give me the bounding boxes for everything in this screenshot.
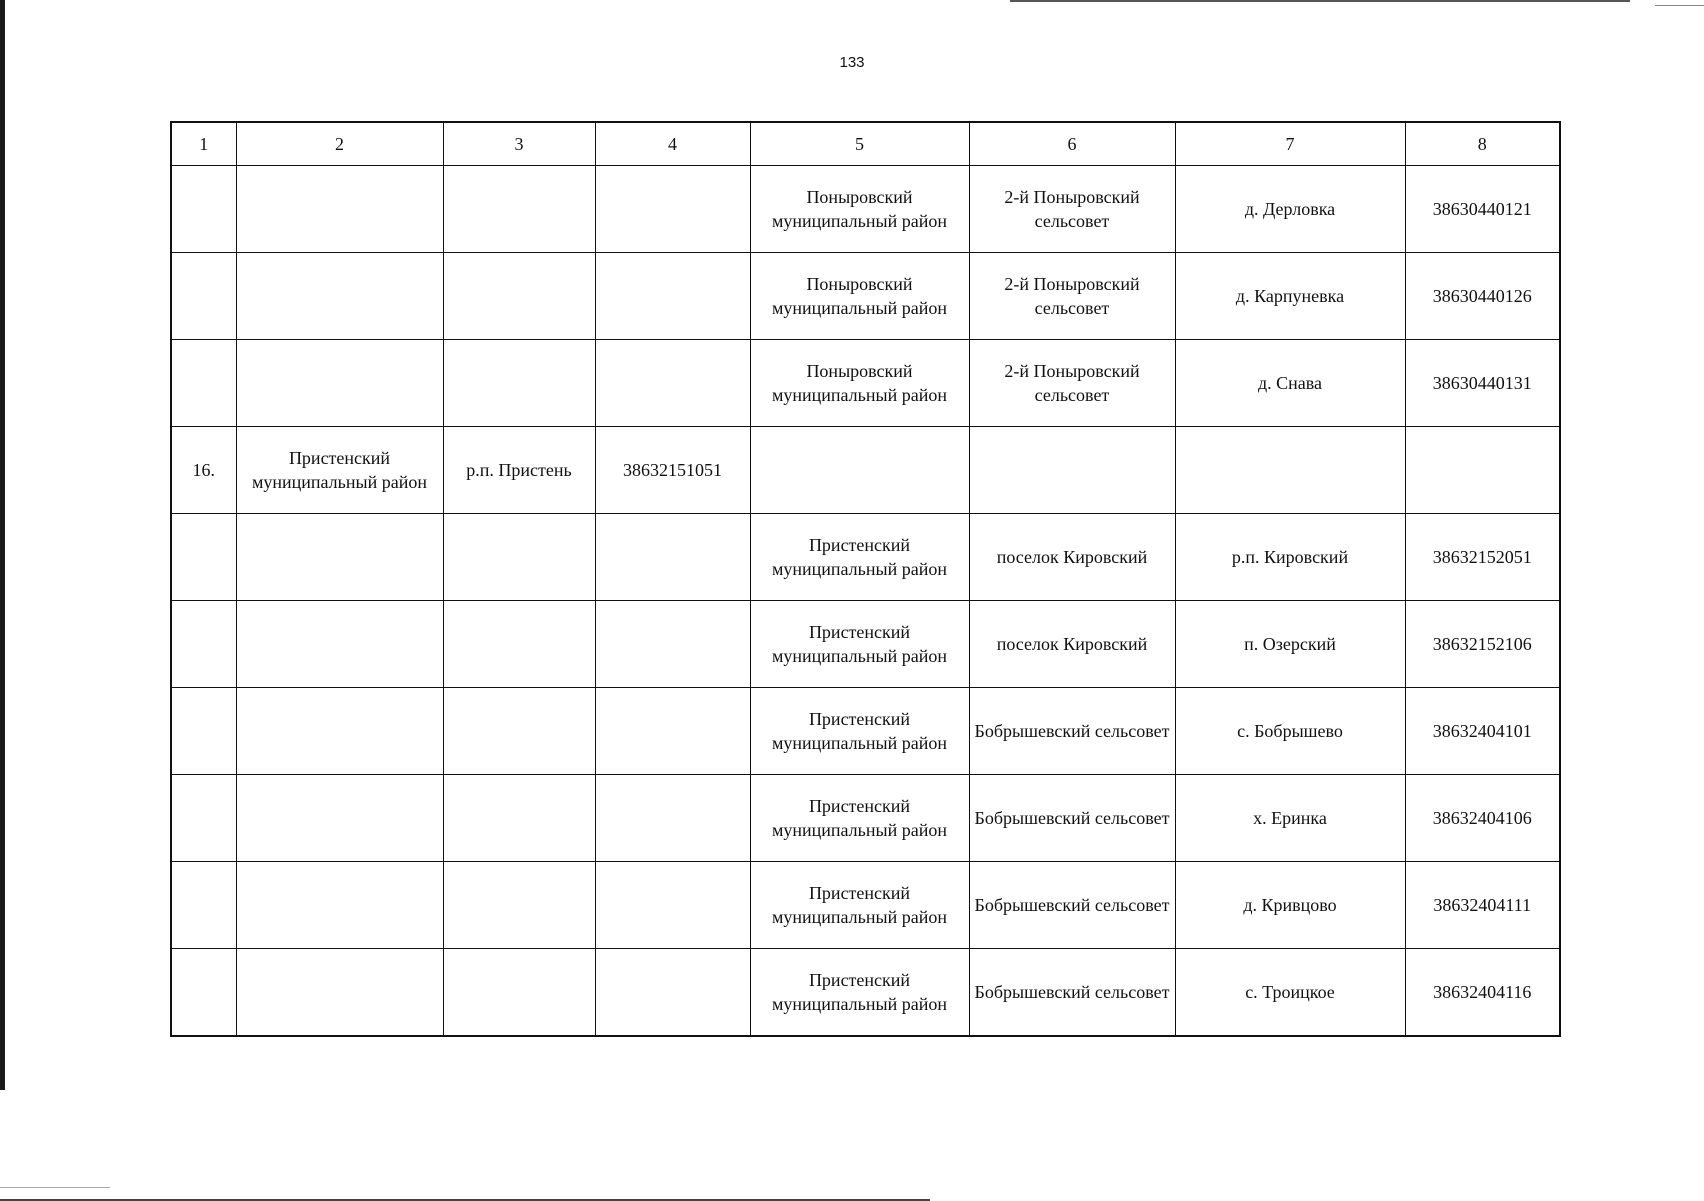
table-cell-col-4 [595, 949, 750, 1037]
table-cell-col-4 [595, 688, 750, 775]
scan-border-left [0, 0, 5, 1090]
scan-border-bottom-short [0, 1187, 110, 1188]
table-cell-col-3 [443, 688, 595, 775]
table-cell-col-7: с. Троицкое [1175, 949, 1405, 1037]
table-cell-col-6: поселок Кировский [969, 601, 1175, 688]
table-cell-col-3 [443, 340, 595, 427]
table-cell-col-4 [595, 166, 750, 253]
table-cell-col-4 [595, 340, 750, 427]
table-cell-col-8: 38632404101 [1405, 688, 1560, 775]
table-cell-col-6: 2-й Поныровский сельсовет [969, 253, 1175, 340]
column-header-8: 8 [1405, 122, 1560, 166]
table-cell-col-7: с. Бобрышево [1175, 688, 1405, 775]
table-cell-col-2 [236, 775, 443, 862]
table-cell-col-6: поселок Кировский [969, 514, 1175, 601]
table-cell-col-5 [750, 427, 969, 514]
table-cell-col-8: 38630440131 [1405, 340, 1560, 427]
table-cell-col-7 [1175, 427, 1405, 514]
table-cell-col-5: Пристенский муниципальный район [750, 949, 969, 1037]
table-cell-col-6: Бобрышевский сельсовет [969, 862, 1175, 949]
table-cell-col-8: 38632404111 [1405, 862, 1560, 949]
table-row [171, 253, 1560, 340]
scan-border-top [1010, 0, 1630, 2]
table-cell-col-2 [236, 253, 443, 340]
table-cell-col-8: 38632404116 [1405, 949, 1560, 1037]
table-cell-col-5: Поныровский муниципальный район [750, 253, 969, 340]
table-cell-col-4 [595, 253, 750, 340]
table-cell-col-4: 38632151051 [595, 427, 750, 514]
table-cell-col-8: 38632152051 [1405, 514, 1560, 601]
table-cell-col-6 [969, 427, 1175, 514]
table-cell-col-3 [443, 514, 595, 601]
column-header-1: 1 [171, 122, 236, 166]
table-cell-col-2: Пристенский муниципальный район [236, 427, 443, 514]
table-cell-col-1 [171, 688, 236, 775]
page-number: 133 [839, 54, 865, 71]
table-cell-col-6: 2-й Поныровский сельсовет [969, 340, 1175, 427]
table-cell-col-3 [443, 862, 595, 949]
table-cell-col-1 [171, 949, 236, 1037]
table-cell-col-2 [236, 166, 443, 253]
table-row [171, 166, 1560, 253]
table-cell-col-5: Пристенский муниципальный район [750, 601, 969, 688]
table-cell-col-5: Пристенский муниципальный район [750, 862, 969, 949]
table-cell-col-6: Бобрышевский сельсовет [969, 688, 1175, 775]
table-cell-col-1 [171, 601, 236, 688]
table-cell-col-8: 38632152106 [1405, 601, 1560, 688]
column-header-5: 5 [750, 122, 969, 166]
table-cell-col-6: 2-й Поныровский сельсовет [969, 166, 1175, 253]
column-header-7: 7 [1175, 122, 1405, 166]
column-header-2: 2 [236, 122, 443, 166]
table-cell-col-7: р.п. Кировский [1175, 514, 1405, 601]
table-cell-col-4 [595, 514, 750, 601]
table-cell-col-2 [236, 688, 443, 775]
table-cell-col-1: 16. [171, 427, 236, 514]
table-row [171, 862, 1560, 949]
table-cell-col-6: Бобрышевский сельсовет [969, 949, 1175, 1037]
table-cell-col-7: х. Еринка [1175, 775, 1405, 862]
table-cell-col-5: Пристенский муниципальный район [750, 514, 969, 601]
table-cell-col-3 [443, 253, 595, 340]
table-cell-col-1 [171, 166, 236, 253]
table-cell-col-3 [443, 949, 595, 1037]
table-body [171, 122, 1560, 1036]
scan-border-top-right [1655, 5, 1704, 6]
table-cell-col-2 [236, 514, 443, 601]
table-cell-col-4 [595, 601, 750, 688]
table-cell-col-5: Пристенский муниципальный район [750, 688, 969, 775]
table-cell-col-8: 38632404106 [1405, 775, 1560, 862]
table-row [171, 949, 1560, 1037]
data-table [170, 121, 1561, 1037]
table-cell-col-5: Пристенский муниципальный район [750, 775, 969, 862]
table-cell-col-2 [236, 340, 443, 427]
table-cell-col-4 [595, 775, 750, 862]
table-row [171, 427, 1560, 514]
table-header-row [171, 122, 1560, 166]
table-cell-col-7: д. Карпуневка [1175, 253, 1405, 340]
table-cell-col-1 [171, 775, 236, 862]
table-cell-col-3: р.п. Пристень [443, 427, 595, 514]
table-cell-col-6: Бобрышевский сельсовет [969, 775, 1175, 862]
table-row [171, 340, 1560, 427]
table-row [171, 775, 1560, 862]
table-cell-col-7: д. Кривцово [1175, 862, 1405, 949]
table-cell-col-2 [236, 949, 443, 1037]
table-cell-col-1 [171, 340, 236, 427]
table-cell-col-5: Поныровский муниципальный район [750, 340, 969, 427]
table-row [171, 601, 1560, 688]
column-header-3: 3 [443, 122, 595, 166]
table-cell-col-7: д. Снава [1175, 340, 1405, 427]
table-cell-col-1 [171, 514, 236, 601]
column-header-4: 4 [595, 122, 750, 166]
table-cell-col-7: д. Дерловка [1175, 166, 1405, 253]
table-cell-col-3 [443, 775, 595, 862]
table-cell-col-3 [443, 601, 595, 688]
table-cell-col-4 [595, 862, 750, 949]
table-cell-col-1 [171, 862, 236, 949]
table-cell-col-8 [1405, 427, 1560, 514]
table-cell-col-8: 38630440121 [1405, 166, 1560, 253]
table-cell-col-3 [443, 166, 595, 253]
table-cell-col-2 [236, 601, 443, 688]
table-cell-col-5: Поныровский муниципальный район [750, 166, 969, 253]
table-cell-col-8: 38630440126 [1405, 253, 1560, 340]
table-cell-col-7: п. Озерский [1175, 601, 1405, 688]
table-row [171, 688, 1560, 775]
table-row [171, 514, 1560, 601]
table-cell-col-1 [171, 253, 236, 340]
column-header-6: 6 [969, 122, 1175, 166]
table-cell-col-2 [236, 862, 443, 949]
